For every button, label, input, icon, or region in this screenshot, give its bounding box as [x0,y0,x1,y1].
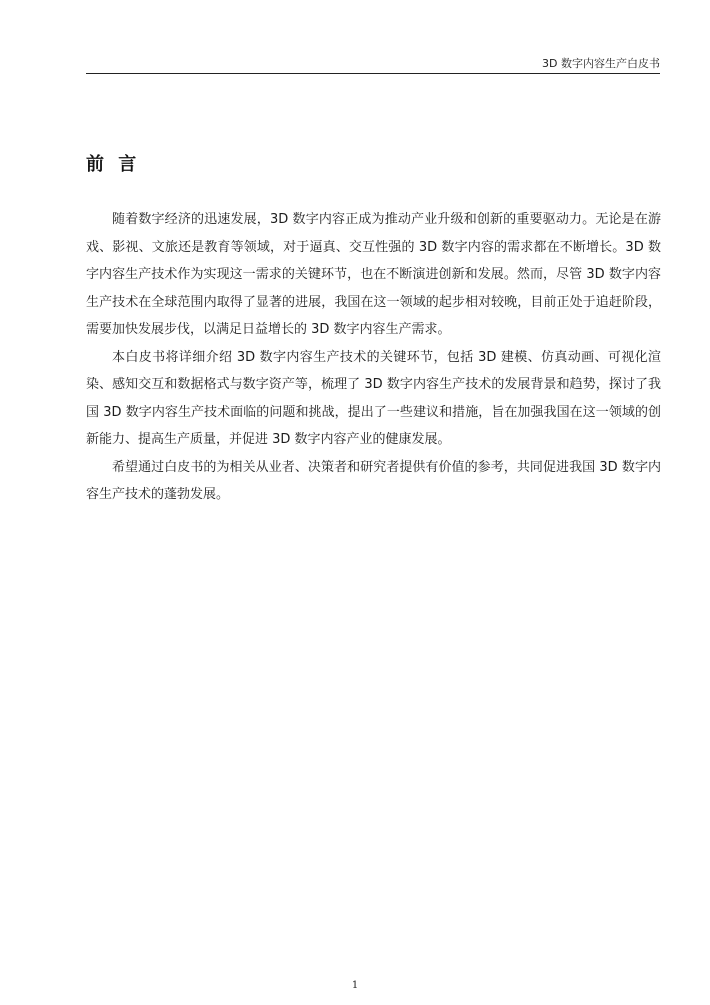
body-text [86,206,661,509]
paragraph: 本白皮书将详细介绍 3D 数字内容生产技术的关键环节，包括 3D 建模、仿真动画、可视化渲染、感知交互和数据格式与数字资产等，梳理了 3D 数字内容生产技术的发展背景和趋势，探讨了我国 3D 数字内容生产技术面临的问题和挑战，提出了一些建议和措施，旨在加强我国在这一领域的创新能力、提高生产质量，并促进 3D 数字内容产业的健康发展。 [86,349,661,447]
paragraph: 随着数字经济的迅速发展，3D 数字内容正成为推动产业升级和创新的重要驱动力。无论是在游戏、影视、文旅还是教育等领域，对于逼真、交互性强的 3D 数字内容的需求都在不断增长。3D 数字内容生产技术作为实现这一需求的关键环节，也在不断演进创新和发展。然而，尽管 3D 数字内容生产技术在全球范围内取得了显著的进展，我国在这一领域的起步相对较晚，目前正处于追赶阶段，需要加快发展步伐，以满足日益增长的 3D 数字内容生产需求。 [86,212,661,337]
running-header: 3D 数字内容生产白皮书 [542,57,660,70]
paragraph: 希望通过白皮书的为相关从业者、决策者和研究者提供有价值的参考，共同促进我国 3D 数字内容生产技术的蓬勃发展。 [86,459,661,502]
page-number: 1 [351,980,359,991]
section-title: 前 言 [86,154,141,176]
header-divider [86,73,660,74]
